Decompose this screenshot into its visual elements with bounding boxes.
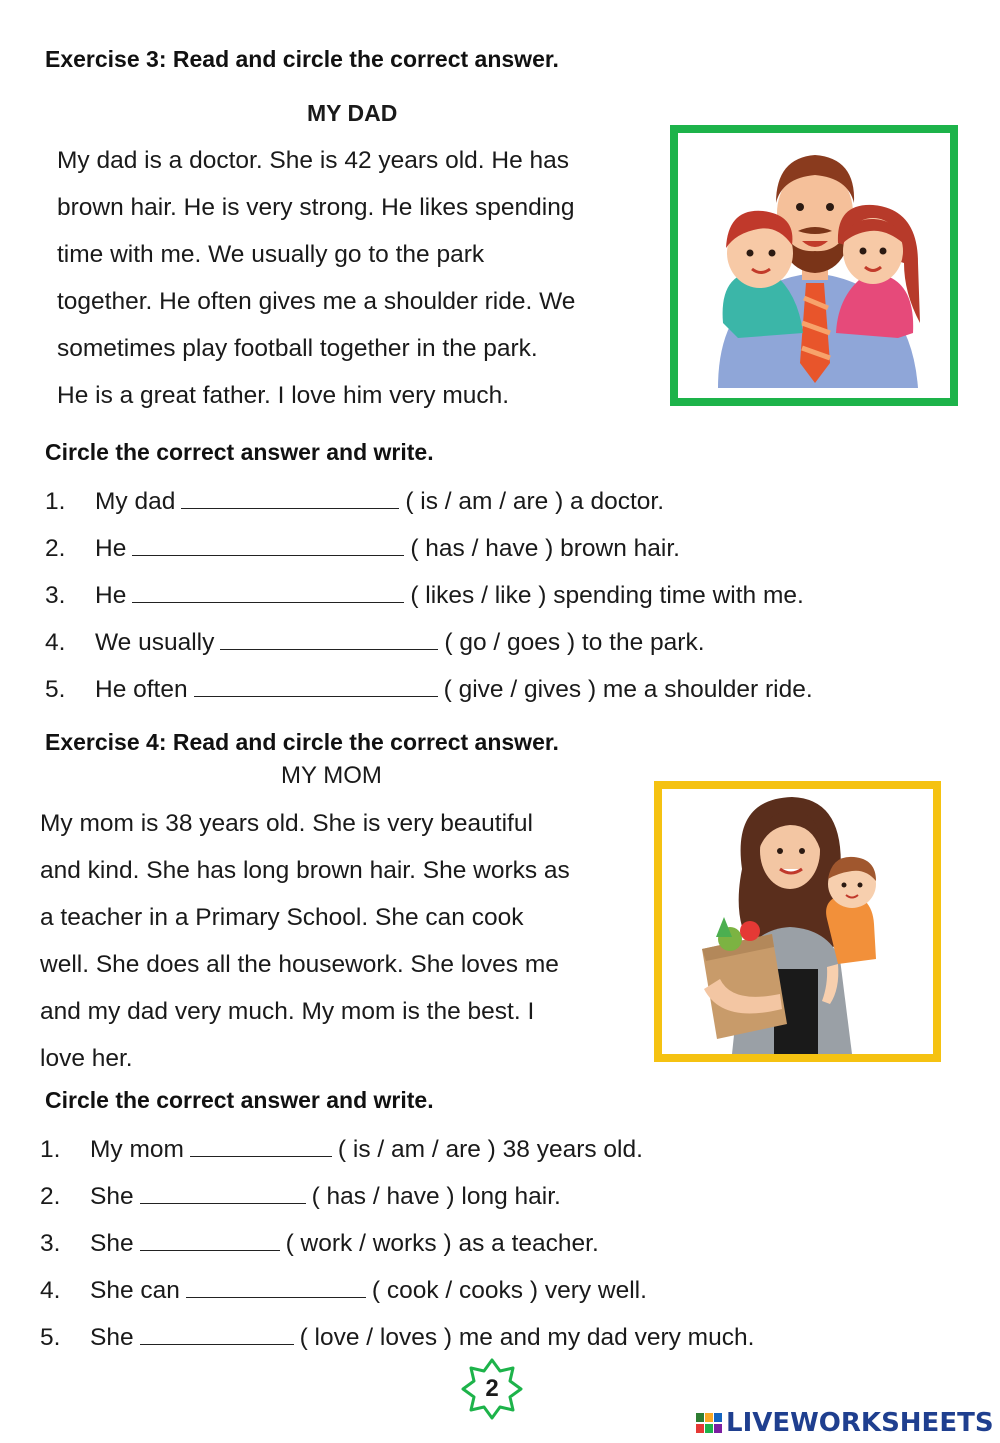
question-number: 5.: [40, 1324, 61, 1351]
answer-choices: ( cook / cooks ) very well.: [371, 1277, 647, 1304]
page-number: 2: [485, 1375, 499, 1402]
answer-blank[interactable]: [140, 1230, 280, 1251]
answer-blank[interactable]: [132, 582, 404, 603]
answer-blank[interactable]: [220, 629, 438, 650]
paragraph-line: and my dad very much. My mom is the best. I: [40, 998, 535, 1025]
question-number: 2.: [45, 535, 66, 562]
question-text: We usually: [95, 629, 215, 656]
paragraph-line: together. He often gives me a shoulder ride. We: [57, 288, 576, 315]
answer-choices: ( has / have ) long hair.: [311, 1183, 561, 1210]
brand-wordmark: LIVEWORKSHEETS: [726, 1408, 994, 1438]
exercise3-heading: Exercise 3: Read and circle the correct answer.: [45, 46, 559, 72]
question-number: 3.: [45, 582, 66, 609]
paragraph-line: He is a great father. I love him very much.: [57, 382, 510, 409]
question-text: He: [95, 582, 127, 609]
mom-picture-frame: [654, 781, 941, 1062]
dad-picture-frame: [670, 125, 958, 406]
exercise3-title: MY DAD: [307, 100, 398, 126]
liveworksheets-brand[interactable]: [696, 1408, 994, 1438]
question-text: He: [95, 535, 127, 562]
dad-with-kids-illustration: [678, 133, 950, 398]
page-number-badge: [460, 1357, 524, 1421]
answer-choices: ( is / am / are ) 38 years old.: [337, 1136, 643, 1163]
exercise3-task: Circle the correct answer and write.: [45, 439, 434, 465]
question-number: 3.: [40, 1230, 61, 1257]
question-text: She: [90, 1183, 134, 1210]
answer-blank[interactable]: [181, 488, 399, 509]
question-number: 1.: [45, 488, 66, 515]
answer-choices: ( likes / like ) spending time with me.: [410, 582, 804, 609]
question-text: He often: [95, 676, 188, 703]
exercise4-paragraph: [40, 800, 570, 1082]
answer-choices: ( is / am / are ) a doctor.: [405, 488, 665, 515]
paragraph-line: well. She does all the housework. She loves me: [40, 951, 559, 978]
liveworksheets-logo-icon: [696, 1411, 724, 1435]
paragraph-line: brown hair. He is very strong. He likes spending: [57, 194, 575, 221]
answer-choices: ( work / works ) as a teacher.: [285, 1230, 599, 1257]
exercise4-title: MY MOM: [281, 762, 382, 789]
exercise4-heading: Exercise 4: Read and circle the correct answer.: [45, 729, 559, 755]
question-text: She can: [90, 1277, 180, 1304]
answer-choices: ( has / have ) brown hair.: [410, 535, 680, 562]
answer-choices: ( love / loves ) me and my dad very much.: [299, 1324, 755, 1351]
paragraph-line: My dad is a doctor. She is 42 years old. He has: [57, 147, 570, 174]
question-number: 4.: [40, 1277, 61, 1304]
question-number: 5.: [45, 676, 66, 703]
paragraph-line: and kind. She has long brown hair. She works as: [40, 857, 570, 884]
answer-blank[interactable]: [190, 1136, 332, 1157]
answer-choices: ( give / gives ) me a shoulder ride.: [443, 676, 813, 703]
exercise3-paragraph: [57, 137, 575, 419]
question-number: 2.: [40, 1183, 61, 1210]
paragraph-line: love her.: [40, 1045, 133, 1072]
question-text: My dad: [95, 488, 176, 515]
exercise4-questions: [40, 1136, 940, 1366]
question-text: My mom: [90, 1136, 184, 1163]
question-number: 1.: [40, 1136, 61, 1163]
question-number: 4.: [45, 629, 66, 656]
exercise4-task: Circle the correct answer and write.: [45, 1087, 434, 1113]
question-text: She: [90, 1324, 134, 1351]
answer-blank[interactable]: [194, 676, 438, 697]
answer-blank[interactable]: [132, 535, 404, 556]
answer-choices: ( go / goes ) to the park.: [444, 629, 705, 656]
paragraph-line: a teacher in a Primary School. She can cook: [40, 904, 524, 931]
exercise3-questions: [45, 488, 945, 718]
paragraph-line: time with me. We usually go to the park: [57, 241, 485, 268]
answer-blank[interactable]: [140, 1183, 306, 1204]
question-text: She: [90, 1230, 134, 1257]
paragraph-line: My mom is 38 years old. She is very beautiful: [40, 810, 533, 837]
mom-with-baby-and-groceries-illustration: [662, 789, 933, 1054]
answer-blank[interactable]: [186, 1277, 366, 1298]
answer-blank[interactable]: [140, 1324, 294, 1345]
paragraph-line: sometimes play football together in the park.: [57, 335, 538, 362]
